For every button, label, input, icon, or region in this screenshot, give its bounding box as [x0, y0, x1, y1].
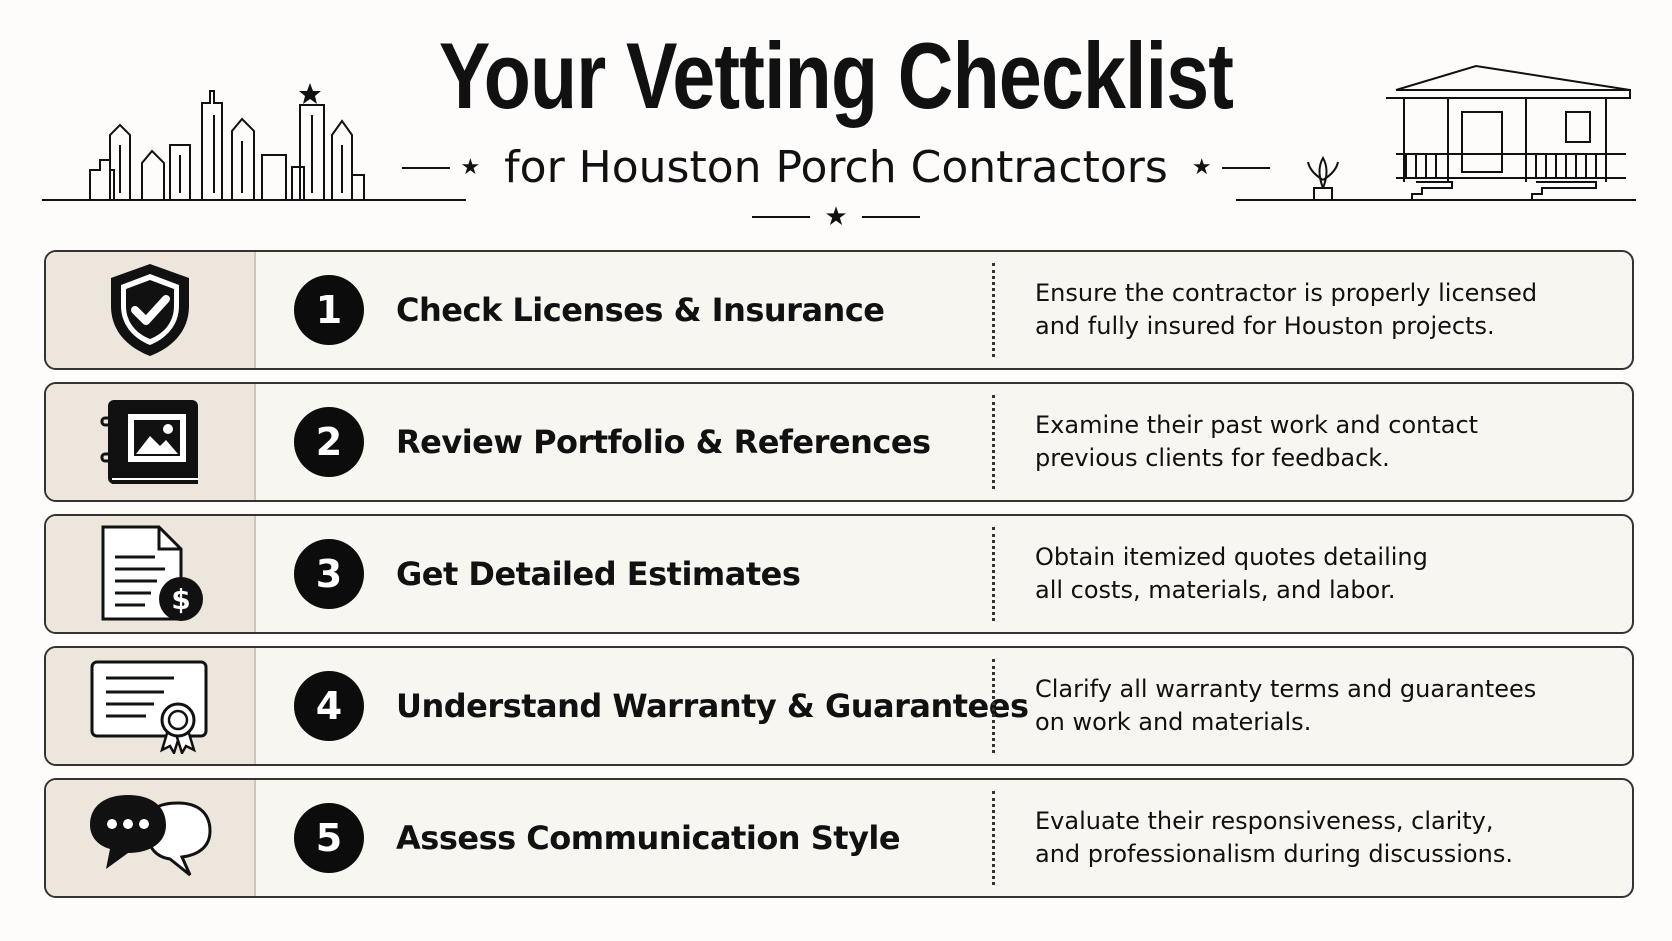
- porch-house-icon: [1236, 62, 1636, 212]
- list-item: [44, 646, 1634, 766]
- star-icon: ★: [460, 154, 481, 180]
- step-label: Get Detailed Estimates: [396, 555, 801, 593]
- description-line: Evaluate their responsiveness, clarity,: [1035, 807, 1494, 835]
- description-line: on work and materials.: [1035, 708, 1312, 736]
- svg-text:$: $: [171, 583, 191, 616]
- step-number: 5: [294, 803, 364, 873]
- step-number: 1: [294, 275, 364, 345]
- dotted-separator: [992, 791, 995, 885]
- item-icon-cell: [46, 384, 256, 500]
- step-description: [1035, 277, 1595, 343]
- chat-bubbles-icon: [86, 791, 214, 885]
- page-subtitle: for Houston Porch Contractors: [504, 142, 1168, 193]
- step-description: [1035, 541, 1595, 607]
- dotted-separator: [992, 659, 995, 753]
- star-icon: ★: [1191, 154, 1212, 180]
- description-line: Ensure the contractor is properly licensed: [1035, 279, 1538, 307]
- certificate-icon: [88, 658, 212, 754]
- header: [0, 0, 1672, 240]
- step-label: Review Portfolio & References: [396, 423, 931, 461]
- description-line: and fully insured for Houston projects.: [1035, 312, 1495, 340]
- description-line: previous clients for feedback.: [1035, 444, 1390, 472]
- step-number: 2: [294, 407, 364, 477]
- decorative-line: [752, 216, 810, 218]
- step-number: 4: [294, 671, 364, 741]
- page-title: Your Vetting Checklist: [438, 23, 1234, 128]
- step-description: [1035, 805, 1595, 871]
- step-description: [1035, 409, 1595, 475]
- description-line: all costs, materials, and labor.: [1035, 576, 1396, 604]
- dotted-separator: [992, 527, 995, 621]
- shield-check-icon: [105, 260, 195, 360]
- item-icon-cell: [46, 648, 256, 764]
- decorative-line: [862, 216, 920, 218]
- item-icon-cell: [46, 252, 256, 368]
- dotted-separator: [992, 263, 995, 357]
- checklist: [44, 250, 1634, 910]
- decorative-line: [402, 167, 450, 169]
- step-label: Assess Communication Style: [396, 819, 901, 857]
- portfolio-icon: [98, 396, 202, 488]
- list-item: [44, 778, 1634, 898]
- dotted-separator: [992, 395, 995, 489]
- step-description: [1035, 673, 1595, 739]
- list-item: [44, 250, 1634, 370]
- description-line: Obtain itemized quotes detailing: [1035, 543, 1428, 571]
- description-line: and professionalism during discussions.: [1035, 840, 1513, 868]
- item-icon-cell: [46, 516, 256, 632]
- star-icon: ★: [824, 202, 848, 232]
- list-item: [44, 514, 1634, 634]
- step-label: Check Licenses & Insurance: [396, 291, 885, 329]
- list-item: [44, 382, 1634, 502]
- step-number: 3: [294, 539, 364, 609]
- item-icon-cell: [46, 780, 256, 896]
- step-label: Understand Warranty & Guarantees: [396, 687, 1029, 725]
- description-line: Clarify all warranty terms and guarantees: [1035, 675, 1537, 703]
- description-line: Examine their past work and contact: [1035, 411, 1479, 439]
- estimate-document-icon: [95, 523, 205, 625]
